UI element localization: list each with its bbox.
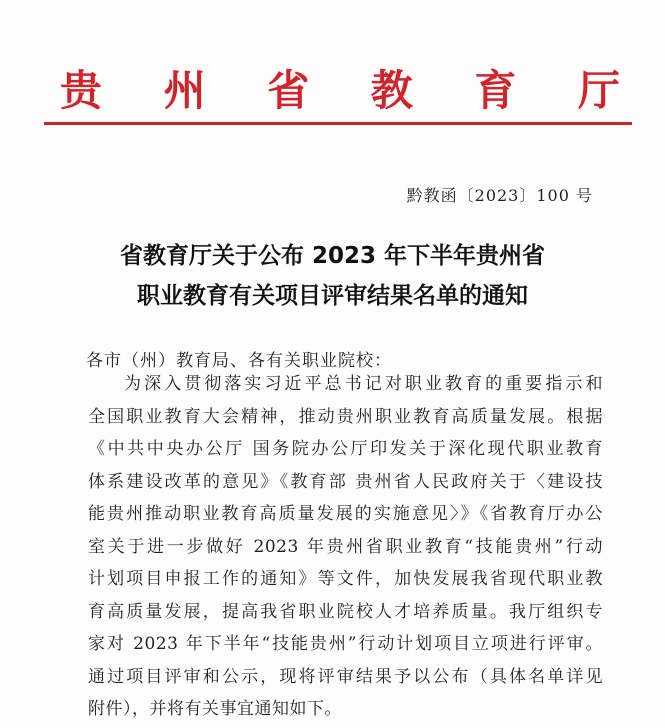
letterhead-char: 贵 — [60, 66, 103, 115]
body-line: 家对 2023 年下半年“技能贵州”行动计划项目立项进行评审。 — [88, 634, 603, 654]
letterhead-char: 州 — [163, 66, 206, 115]
document-title — [0, 236, 665, 316]
letterhead-char: 教 — [370, 66, 413, 115]
body-line: 育高质量发展，提高我省职业院校人才培养质量。我厅组织专 — [88, 601, 603, 622]
body-line: 全国职业教育大会精神，推动贵州职业教育高质量发展。根据 — [88, 406, 603, 427]
letterhead-char: 省 — [267, 66, 310, 115]
letterhead-char: 育 — [474, 66, 517, 115]
body-line: 室关于进一步做好 2023 年贵州省职业教育“技能贵州”行动 — [88, 536, 603, 557]
body-line: 《中共中央办公厅 国务院办公厅印发关于深化现代职业教育 — [88, 439, 603, 459]
letterhead-title — [60, 58, 620, 118]
body-line: 通过项目评审和公示，现将评审结果予以公布（具体名单详见 — [88, 666, 603, 687]
body-paragraph — [88, 368, 603, 726]
document-number: 黔教函〔2023〕100 号 — [406, 186, 593, 205]
salutation: 各市（州）教育局、各有关职业院校： — [86, 351, 392, 371]
letterhead-red-rule — [44, 122, 632, 125]
letterhead-char: 厅 — [577, 66, 620, 115]
body-line: 为深入贯彻落实习近平总书记对职业教育的重要指示和 — [124, 374, 603, 394]
body-line: 能贵州推动职业教育高质量发展的实施意见〉》《省教育厅办公 — [88, 504, 603, 524]
body-line: 计划项目申报工作的通知》等文件，加快发展我省现代职业教 — [88, 569, 603, 589]
body-line: 附件），并将有关事宜通知如下。 — [88, 699, 342, 719]
body-line: 体系建设改革的意见》《教育部 贵州省人民政府关于〈建设技 — [88, 471, 603, 492]
document-title-line: 职业教育有关项目评审结果名单的通知 — [137, 283, 528, 309]
document-title-line: 省教育厅关于公布 2023 年下半年贵州省 — [119, 243, 546, 269]
